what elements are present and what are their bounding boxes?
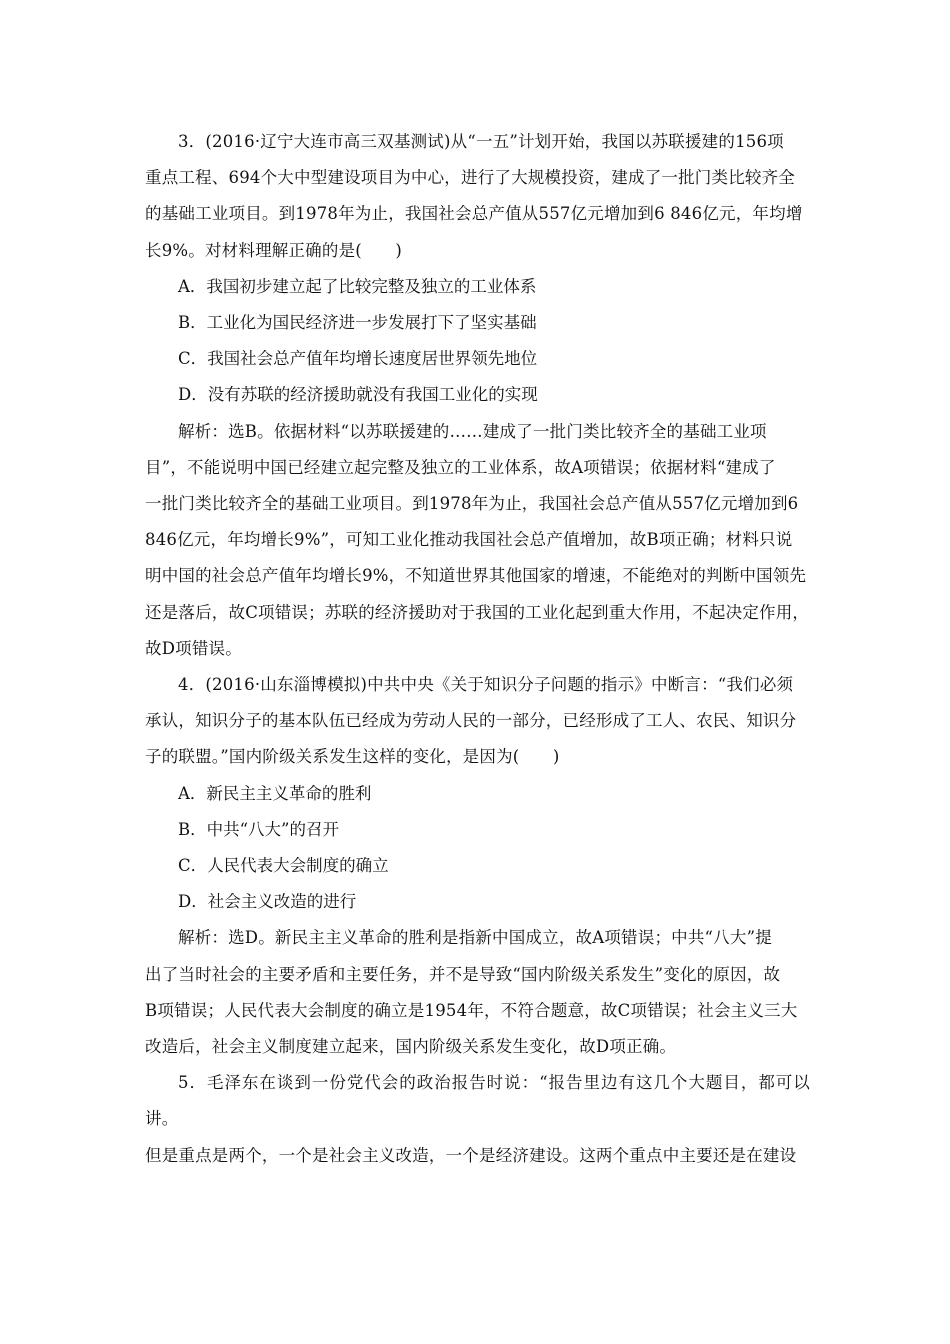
question-4-analysis — [145, 920, 810, 1065]
question-3-analysis-line-3: 一批门类比较齐全的基础工业项目。到1978年为止，我国社会总产值从557亿元增加到6 — [145, 494, 799, 514]
question-3-analysis-line-5: 明中国的社会总产值年均增长9%，不知道世界其他国家的增速，不能绝对的判断中国领先 — [145, 566, 807, 586]
question-3-option-a: A．我国初步建立起了比较完整及独立的工业体系 — [178, 276, 537, 296]
question-3-stem-line-1: 3．(2016·辽宁大连市高三双基测试)从“一五”计划开始，我国以苏联援建的156项 — [178, 132, 784, 151]
question-3-option-d: D．没有苏联的经济援助就没有我国工业化的实现 — [178, 385, 538, 405]
question-3-stem-line-4: 长9%。对材料理解正确的是( ) — [145, 240, 402, 260]
question-4-analysis-line-4: 改造后，社会主义制度建立起来，国内阶级关系发生变化，故D项正确。 — [145, 1037, 677, 1057]
question-4-option-c: C．人民代表大会制度的确立 — [178, 856, 389, 876]
question-4-analysis-line-3: B项错误；人民代表大会制度的确立是1954年，不符合题意，故C项错误；社会主义三大 — [145, 1000, 798, 1020]
question-5-stem — [145, 1065, 810, 1174]
question-3-analysis-line-4: 846亿元，年均增长9%”，可知工业化推动我国社会总产值增加，故B项正确；材料只说 — [145, 530, 793, 550]
question-4 — [145, 667, 810, 1065]
question-3-stem — [145, 124, 810, 269]
question-3-analysis-line-1: 解析：选B。依据材料“以苏联援建的……建成了一批门类比较齐全的基础工业项 — [178, 421, 767, 441]
question-3-option-c: C．我国社会总产值年均增长速度居世界领先地位 — [178, 349, 538, 369]
question-4-stem-line-1: 4．(2016·山东淄博模拟)中共中央《关于知识分子问题的指示》中断言：“我们必须 — [178, 675, 794, 695]
question-3-option-b: B．工业化为国民经济进一步发展打下了坚实基础 — [178, 313, 537, 333]
question-4-analysis-line-2: 出了当时社会的主要矛盾和主要任务，并不是导致“国内阶级关系发生”变化的原因，故 — [145, 964, 781, 984]
question-5 — [145, 1065, 810, 1174]
question-3-analysis-line-7: 故D项错误。 — [145, 638, 242, 658]
question-3-analysis — [145, 414, 810, 667]
question-5-stem-line-2: 但是重点是两个，一个是社会主义改造，一个是经济建设。这两个重点中主要还是在建设 — [145, 1145, 797, 1165]
question-4-stem-line-2: 承认，知识分子的基本队伍已经成为劳动人民的一部分，已经形成了工人、农民、知识分 — [145, 711, 797, 731]
question-4-stem-line-3: 子的联盟。”国内阶级关系发生这样的变化，是因为( ) — [145, 747, 560, 767]
question-3-analysis-line-2: 目”，不能说明中国已经建立起完整及独立的工业体系，故A项错误；依据材料“建成了 — [145, 457, 776, 477]
question-4-analysis-line-1: 解析：选D。新民主主义革命的胜利是指新中国成立，故A项错误；中共“八大”提 — [178, 928, 772, 948]
question-4-option-b: B．中共“八大”的召开 — [178, 819, 339, 839]
question-3-analysis-line-6: 还是落后，故C项错误；苏联的经济援助对于我国的工业化起到重大作用，不起决定作用， — [145, 602, 810, 622]
question-5-stem-line-1: 5．毛泽东在谈到一份党代会的政治报告时说：“报告里边有这几个大题目，都可以讲。 — [145, 1073, 810, 1129]
question-3-stem-line-3: 的基础工业项目。到1978年为止，我国社会总产值从557亿元增加到6 846亿元，年均增 — [145, 204, 803, 224]
question-3-stem-line-2: 重点工程、694个大中型建设项目为中心，进行了大规模投资，建成了一批门类比较齐全 — [145, 168, 795, 188]
document-body — [145, 124, 810, 1174]
question-4-option-a: A．新民主主义革命的胜利 — [178, 783, 372, 803]
question-4-option-d: D．社会主义改造的进行 — [178, 892, 357, 912]
question-4-stem — [145, 667, 810, 776]
question-3 — [145, 124, 810, 667]
